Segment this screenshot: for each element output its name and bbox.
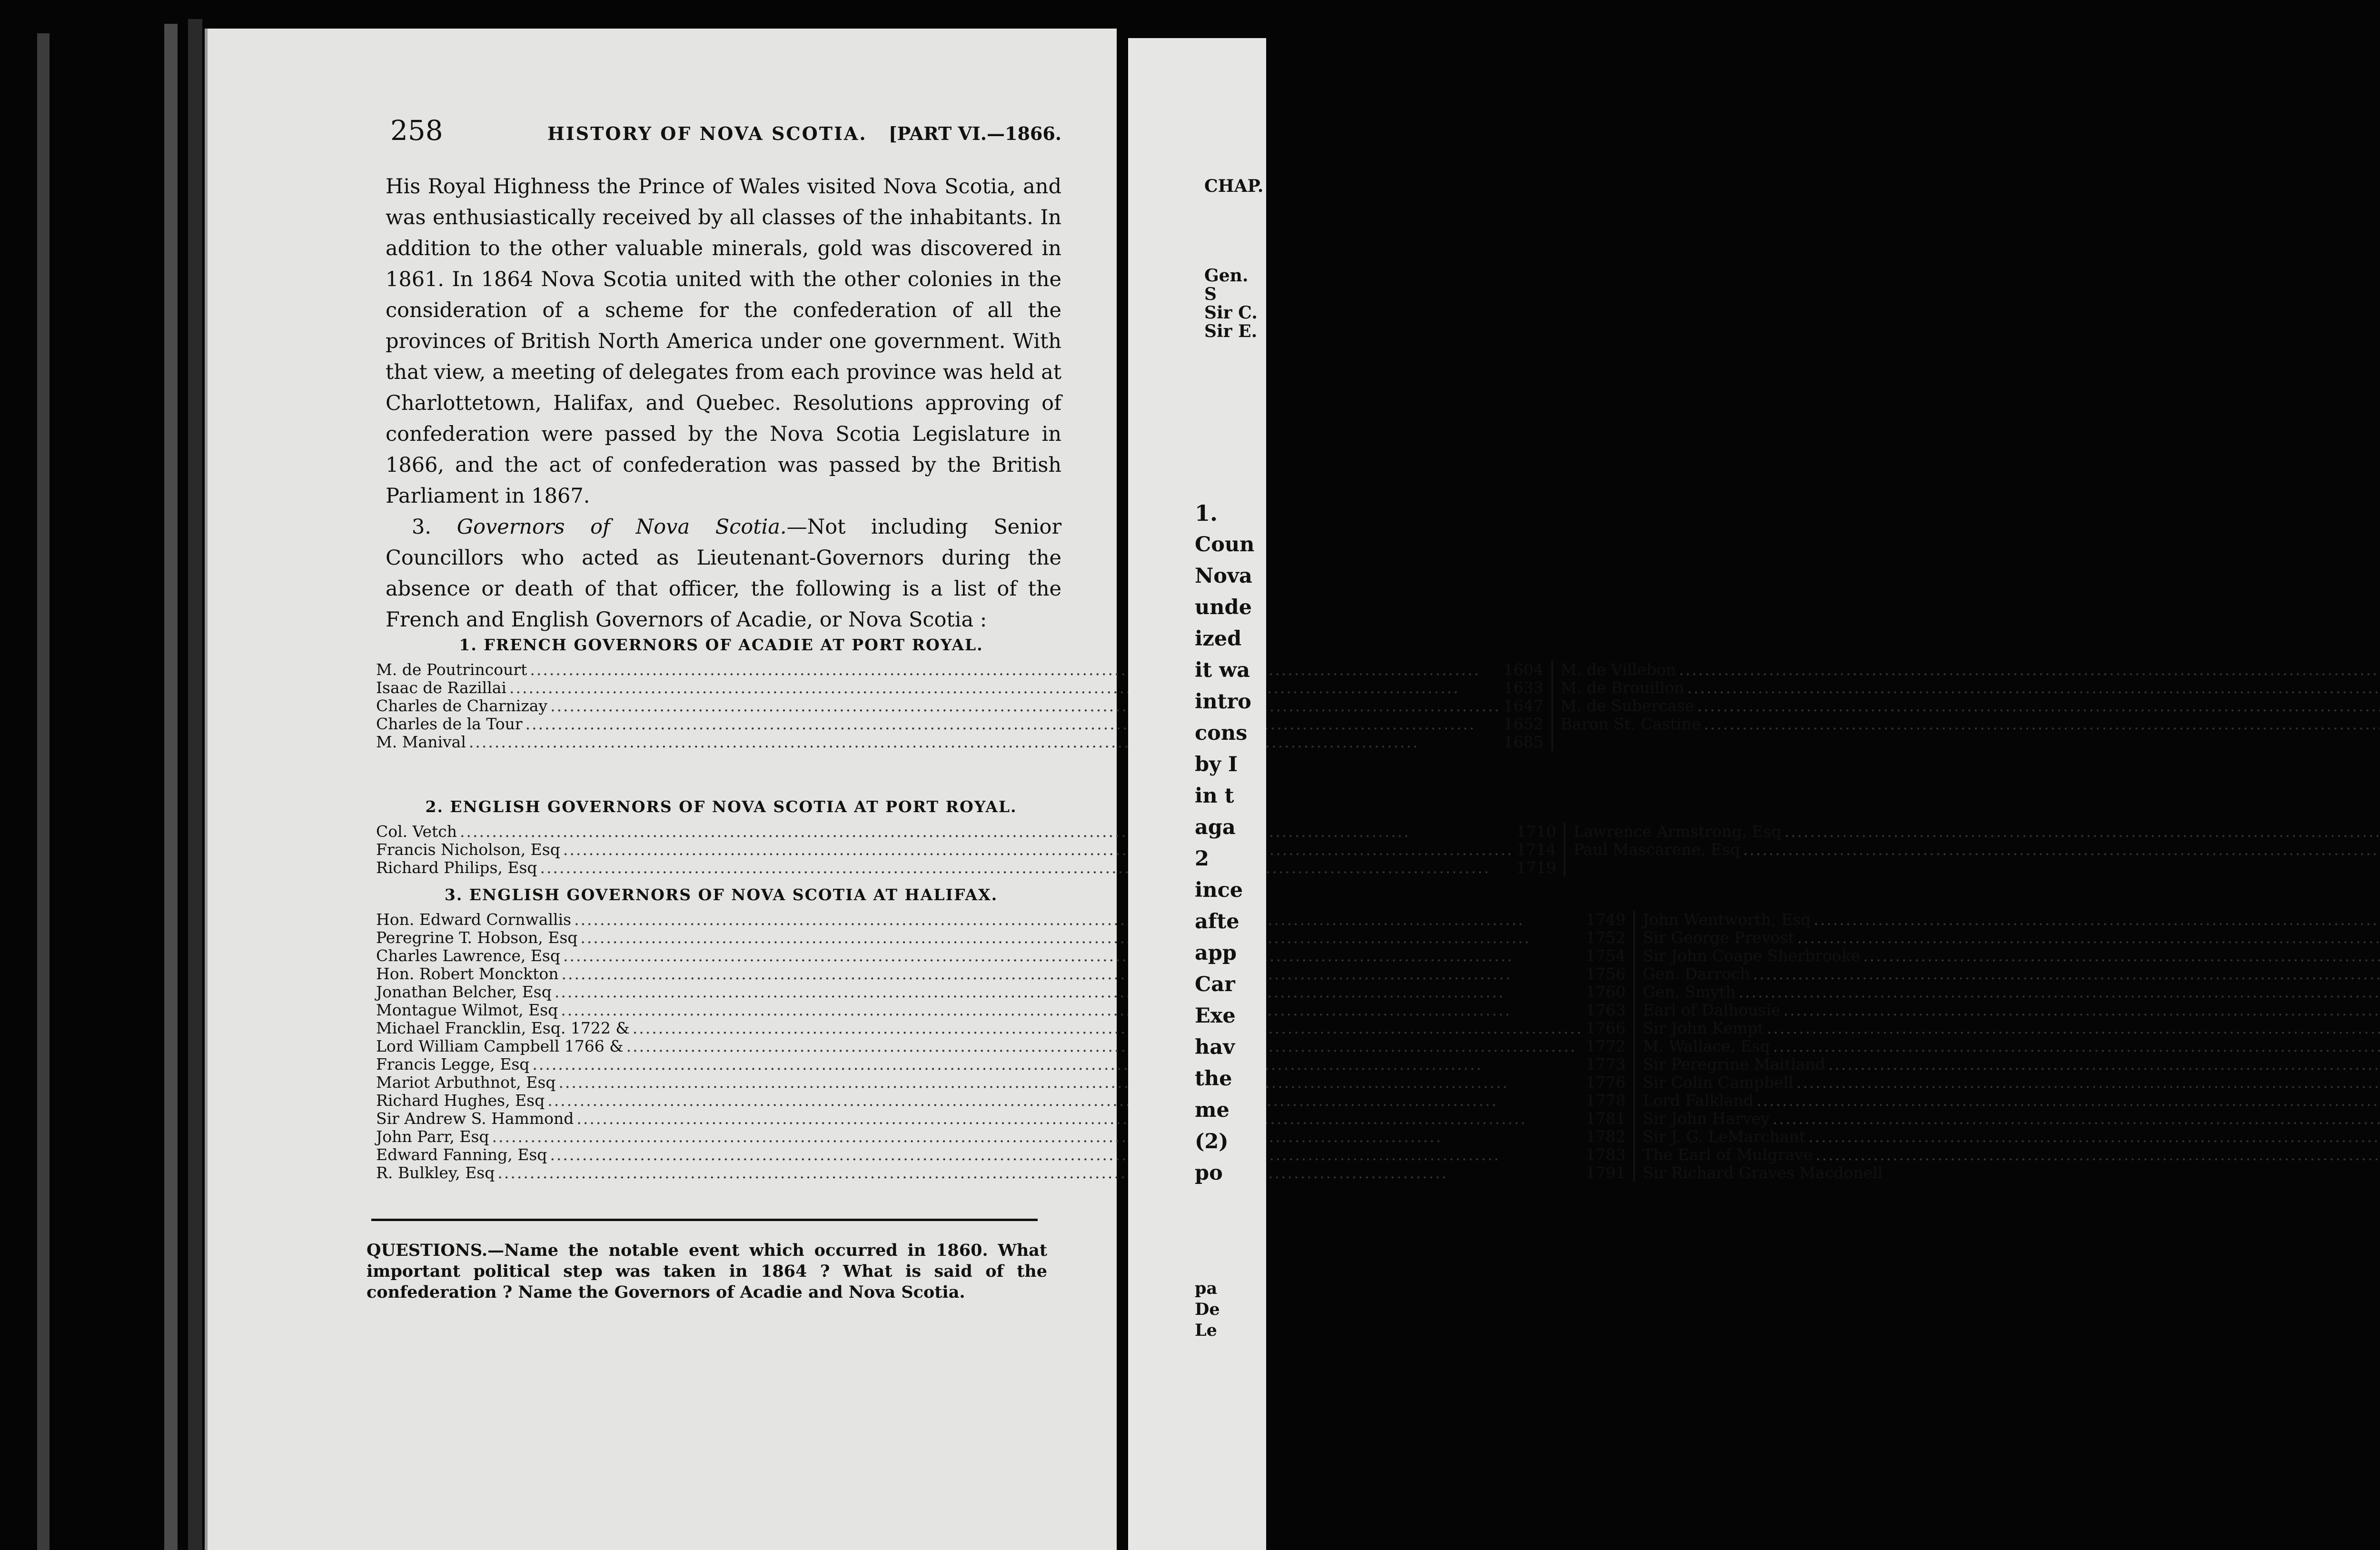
leader-dots [1797, 929, 2380, 947]
governor-name: Baron St. Castine [1560, 715, 1701, 733]
right-page-line: afte [1195, 910, 1240, 934]
table-column-right [1566, 823, 2380, 877]
governor-name: Mariot Arbuthnot, Esq [376, 1073, 556, 1092]
governor-name: Charles de Charnizay [376, 696, 548, 715]
governor-entry [376, 841, 1556, 859]
governor-year: 1778 [1586, 1091, 1626, 1110]
governor-entry [376, 733, 1544, 751]
governor-name: Lord Falkland [1643, 1091, 1754, 1110]
governor-year: 1604 [1503, 660, 1544, 679]
right-page-edge [1128, 38, 1266, 1550]
governor-entry [1643, 1092, 2380, 1110]
questions: QUESTIONS.—Name the notable event which occurred in 1860. What important political step was taken in 1864 ? What is said of the confederation ? Name the Governors of Acadie and Nova Scotia. [367, 1241, 1047, 1302]
governor-name: Richard Hughes, Esq [376, 1091, 545, 1110]
governor-entry [1643, 929, 2380, 947]
governor-year: 1633 [1503, 678, 1544, 697]
leader-dots [526, 715, 1501, 733]
governor-year: 1756 [1586, 964, 1626, 983]
leader-dots [492, 1128, 1583, 1146]
governor-entry [1643, 1001, 2380, 1019]
governor-name: Gen. Smyth [1643, 983, 1736, 1001]
governor-name: Montague Wilmot, Esq [376, 1001, 558, 1019]
leader-dots [509, 679, 1501, 697]
governor-entry [1573, 823, 2380, 841]
leader-dots [562, 965, 1583, 983]
right-page-line: cons [1195, 721, 1248, 745]
governor-entry [1561, 679, 2380, 697]
right-page-line: the [1195, 1067, 1232, 1091]
governor-name: The Earl of Mulgrave [1643, 1145, 1813, 1164]
governor-entry [1643, 1055, 2380, 1073]
governor-name: Sir Colin Campbell [1643, 1073, 1794, 1092]
leader-dots [1808, 1128, 2380, 1146]
right-page-line: in t [1195, 784, 1234, 808]
governor-entry [1643, 983, 2380, 1001]
leader-dots [1687, 679, 2380, 697]
leader-dots [1815, 1146, 2380, 1164]
governor-entry [1643, 1110, 2380, 1128]
governor-name: Col. Vetch [376, 822, 457, 841]
governor-name: Hon. Edward Cornwallis [376, 910, 572, 929]
right-page-foot-line: pa [1195, 1279, 1218, 1298]
governor-year: 1714 [1516, 840, 1557, 859]
leader-dots [555, 983, 1583, 1001]
governor-entry [1643, 1073, 2380, 1092]
section-text: —Not including Senior Councillors who acted as Lieutenant-Governors during the absence or death of that officer, the following is a list of the French and English Governors of Acadie, or Nova Scotia : [386, 515, 1062, 632]
governor-entry [376, 1164, 1626, 1182]
leader-dots [1679, 661, 2380, 679]
governor-name: Richard Philips, Esq [376, 858, 537, 877]
governor-entry [1643, 1128, 2380, 1146]
leader-dots [1753, 965, 2380, 983]
governor-entry [376, 1055, 1626, 1073]
right-page-list-item: Sir C. [1204, 303, 1258, 323]
governor-year: 1754 [1586, 946, 1626, 965]
leader-dots [1863, 947, 2380, 965]
governor-entry [376, 965, 1626, 983]
table-column-right [1553, 661, 2380, 751]
part-label: [PART VI.—1866. [888, 123, 1061, 144]
leader-dots [1814, 911, 2380, 929]
governor-name: Sir Peregrine Maitland [1643, 1055, 1825, 1073]
table-column-right [1635, 911, 2380, 1182]
governor-year: 1791 [1586, 1163, 1626, 1182]
governor-entry [376, 697, 1544, 715]
right-page-line: Car [1195, 973, 1235, 996]
leader-dots [1773, 1110, 2380, 1128]
governor-entry [376, 911, 1626, 929]
leader-dots [1796, 1073, 2380, 1092]
right-page-line: ized [1195, 627, 1242, 651]
governor-entry [376, 1092, 1626, 1110]
right-page-line: Coun [1195, 533, 1255, 556]
leader-dots [550, 697, 1500, 715]
governor-entry [376, 947, 1626, 965]
governor-entry [376, 715, 1544, 733]
governor-year: 1776 [1586, 1073, 1626, 1092]
governor-entry [376, 1146, 1626, 1164]
governor-name: M. Wallace, Esq [1643, 1037, 1770, 1055]
governor-name: Sir George Prevost [1643, 928, 1795, 947]
governor-name: M. de Villebon [1560, 660, 1676, 679]
governor-name: Gen. Darroch [1643, 964, 1750, 983]
governor-entry [376, 1019, 1626, 1037]
right-page-foot-line: Le [1195, 1321, 1217, 1340]
governor-name: Paul Mascarene, Esq [1573, 840, 1740, 859]
governor-entry [376, 823, 1556, 841]
leader-dots [497, 1164, 1583, 1182]
governor-entry [1643, 1019, 2380, 1037]
governor-name: Sir John Harvey [1643, 1109, 1770, 1128]
leader-dots [576, 1110, 1583, 1128]
governor-entry [1643, 947, 2380, 965]
right-page-foot-line: De [1195, 1300, 1220, 1319]
leader-dots [469, 733, 1501, 751]
leader-dots [1704, 715, 2380, 733]
governor-entry [376, 983, 1626, 1001]
leader-dots [574, 911, 1583, 929]
governor-year: 1710 [1516, 822, 1557, 841]
right-page-line: it wa [1195, 658, 1250, 682]
governor-name: Lord William Campbell 1766 & [376, 1037, 624, 1055]
governor-entry [376, 1001, 1626, 1019]
governor-entry [376, 679, 1544, 697]
right-page-line: intro [1195, 690, 1251, 714]
leader-dots [1828, 1055, 2380, 1073]
governor-year: 1783 [1586, 1145, 1626, 1164]
governor-year: 1781 [1586, 1109, 1626, 1128]
right-page-line: ince [1195, 878, 1243, 902]
governor-year: 1752 [1586, 928, 1626, 947]
governor-name: Sir Andrew S. Hammond [376, 1109, 574, 1128]
leader-dots [1783, 1001, 2380, 1019]
right-page-header: CHAP. [1204, 176, 1264, 196]
governor-entry [1643, 1146, 2380, 1164]
paragraph: His Royal Highness the Prince of Wales visited Nova Scotia, and was enthusiastically received by all classes of the inhabitants. In addition to the other valuable minerals, gold was discovered in 1861. In 1864 Nova Scotia united with the other colonies in the consideration of a scheme for the confederation of all the provinces of British North America under one government. With that view, a meeting of delegates from each province was held at Charlottetown, Halifax, and Quebec. Resolutions approving of confederation were passed by the Nova Scotia Legislature in 1866, and the act of confederation was passed by the British Parliament in 1867. [386, 175, 1061, 508]
governor-year: 1763 [1586, 1001, 1626, 1019]
leader-dots [563, 841, 1513, 859]
body-text [386, 171, 1061, 636]
right-page-line: hav [1195, 1035, 1235, 1059]
leader-dots [1743, 841, 2380, 859]
governor-name: Charles Lawrence, Esq [376, 946, 560, 965]
divider-rule [371, 1219, 1038, 1221]
table-column-left [376, 661, 1553, 751]
governor-name: Sir John Coape Sherbrooke [1643, 946, 1860, 965]
governor-year: 1782 [1586, 1127, 1626, 1146]
leader-dots [1773, 1037, 2380, 1055]
paragraph [386, 512, 1061, 636]
governor-entry [1561, 661, 2380, 679]
governor-name: Francis Legge, Esq [376, 1055, 530, 1073]
governor-name: M. de Brouillon [1560, 678, 1685, 697]
right-page-body [1195, 497, 1254, 1189]
governor-name: John Wentworth, Esq [1643, 910, 1811, 929]
governor-name: Isaac de Razillai [376, 678, 506, 697]
leader-dots [550, 1146, 1583, 1164]
leader-dots [1697, 697, 2380, 715]
governor-name: Jonathan Belcher, Esq [376, 983, 552, 1001]
leader-dots [626, 1037, 1583, 1055]
book-binding-edge [37, 33, 50, 1550]
governor-entry [376, 1073, 1626, 1092]
governor-entry [376, 1110, 1626, 1128]
right-page-line: unde [1195, 596, 1252, 619]
right-page-footnote [1195, 1278, 1220, 1341]
governor-name: M. de Poutrincourt [376, 660, 527, 679]
leader-dots [540, 859, 1514, 877]
governor-year: 1760 [1586, 983, 1626, 1001]
governor-name: Sir J. G. LeMarchant [1643, 1127, 1806, 1146]
governor-entry [1561, 697, 2380, 715]
governor-year: 1652 [1503, 715, 1544, 733]
book-binding-edge [188, 19, 202, 1550]
governor-name: M. de Subercase [1560, 696, 1695, 715]
leader-dots [1738, 983, 2380, 1001]
leader-dots [460, 823, 1513, 841]
governor-entry [1643, 1037, 2380, 1055]
governor-name: Peregrine T. Hobson, Esq [376, 928, 578, 947]
right-page-line: 2 [1195, 847, 1209, 871]
governor-entry [376, 1037, 1626, 1055]
right-page-line: Nova [1195, 564, 1252, 588]
right-page-list-item: Gen. S [1204, 266, 1249, 304]
leader-dots [558, 1073, 1583, 1092]
governor-name: John Parr, Esq [376, 1127, 489, 1146]
leader-dots [1767, 1019, 2380, 1037]
leader-dots [561, 1001, 1583, 1019]
governor-name: R. Bulkley, Esq [376, 1163, 495, 1182]
leader-dots [633, 1019, 1583, 1037]
right-page-list [1204, 267, 1266, 341]
governor-entry [1573, 841, 2380, 859]
table-column-left [376, 911, 1635, 1182]
governor-name: Edward Fanning, Esq [376, 1145, 547, 1164]
running-title: HISTORY OF NOVA SCOTIA. [547, 123, 867, 144]
leader-dots [1756, 1092, 2380, 1110]
right-page-line: by I [1195, 753, 1238, 776]
governor-year: 1749 [1586, 910, 1626, 929]
governor-name: Sir John Kempt [1643, 1019, 1764, 1037]
table-title: 3. ENGLISH GOVERNORS OF NOVA SCOTIA AT HALIFAX. [444, 885, 998, 904]
governor-year: 1766 [1586, 1019, 1626, 1037]
page-header [390, 114, 1061, 157]
governor-entry [376, 1128, 1626, 1146]
governor-entry [376, 859, 1556, 877]
governor-entry [1643, 911, 2380, 929]
governor-entry [376, 929, 1626, 947]
governor-year: 1773 [1586, 1055, 1626, 1073]
table-title: 2. ENGLISH GOVERNORS OF NOVA SCOTIA AT PORT ROYAL. [425, 797, 1017, 816]
leader-dots [547, 1092, 1583, 1110]
governor-year: 1647 [1503, 696, 1544, 715]
leader-dots [530, 661, 1500, 679]
leader-dots [563, 947, 1583, 965]
right-page-line: (2) [1195, 1130, 1229, 1153]
governor-name: Hon. Robert Monckton [376, 964, 559, 983]
governor-year: 1685 [1503, 733, 1544, 751]
book-binding-edge [164, 24, 178, 1550]
right-page-line: aga [1195, 815, 1236, 839]
leader-dots [580, 929, 1583, 947]
governor-entry [1643, 1164, 2380, 1182]
governor-entry [1561, 715, 2380, 733]
section-number: 3. [412, 515, 432, 539]
governor-name: Michael Francklin, Esq. 1722 & [376, 1019, 630, 1037]
table-title: 1. FRENCH GOVERNORS OF ACADIE AT PORT ROYAL. [459, 636, 983, 654]
governor-name: M. Manival [376, 733, 466, 751]
governor-year: 1772 [1586, 1037, 1626, 1055]
governor-name: Earl of Dalhousie [1643, 1001, 1781, 1019]
right-page-line: Exe [1195, 1004, 1236, 1028]
right-page-line: me [1195, 1098, 1230, 1122]
governor-name: Sir Richard Graves Macdonell [1643, 1163, 1883, 1182]
governor-name: Francis Nicholson, Esq [376, 840, 560, 859]
right-page-line: po [1195, 1161, 1223, 1185]
governor-entry [1643, 965, 2380, 983]
leader-dots [532, 1055, 1583, 1073]
right-page-number: 1. [1195, 500, 1218, 526]
section-heading: Governors of Nova Scotia. [456, 515, 787, 539]
governor-name: Charles de la Tour [376, 715, 523, 733]
right-page-list-item: Sir E. [1204, 321, 1258, 341]
governor-entry [376, 661, 1544, 679]
table-column-left [376, 823, 1566, 877]
page-number: 258 [390, 114, 443, 147]
right-page-line: app [1195, 941, 1237, 965]
governor-year: 1719 [1516, 858, 1557, 877]
governor-name: Lawrence Armstrong, Esq [1573, 822, 1782, 841]
leader-dots [1784, 823, 2380, 841]
